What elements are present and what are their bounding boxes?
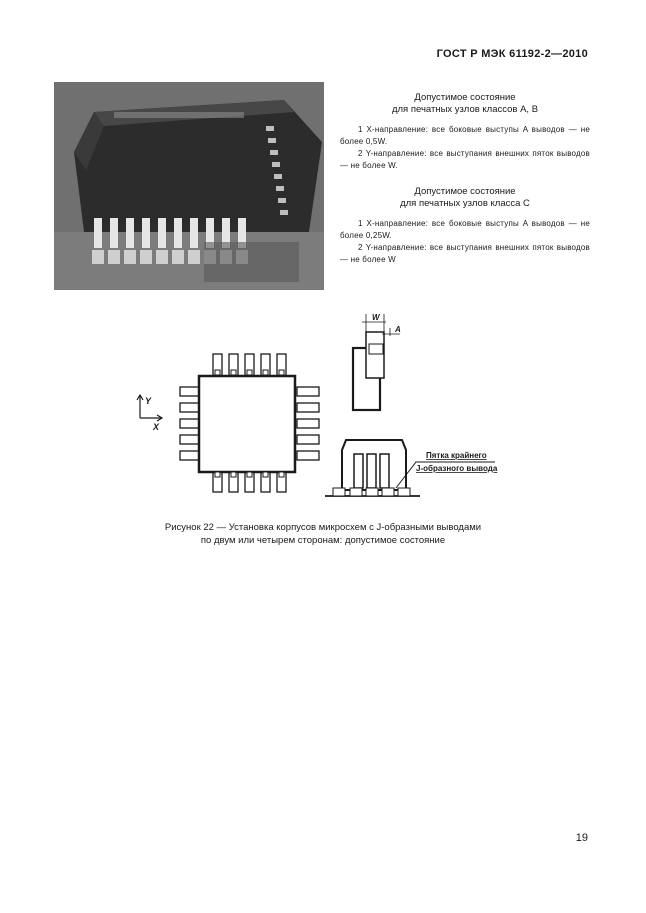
section-c-heading-line1: Допустимое состояние: [414, 186, 516, 197]
section-c-item-1: 1 X-направление: все боковые выступы A выводов — не более 0,25W.: [340, 219, 590, 240]
diagram-graphic: [120, 300, 540, 510]
page-number: 19: [575, 832, 588, 844]
section-ab-heading-line1: Допустимое состояние: [414, 92, 516, 103]
figure-caption-line1: Рисунок 22 — Установка корпусов микросхем с J-образными выводами: [164, 522, 482, 533]
document-header: ГОСТ Р МЭК 61192-2—2010: [436, 48, 588, 60]
figure-caption: [60, 521, 586, 547]
w-dimension-label: W: [372, 313, 380, 322]
component-photo-graphic: [54, 82, 324, 290]
section-c-heading: [340, 186, 590, 210]
section-ab-item-2: 2 Y-направление: все выступания внешних пяток выводов — не более W.: [340, 149, 590, 170]
callout-line1: Пятка крайнего: [426, 451, 487, 460]
section-ab-item-1: 1 X-направление: все боковые выступы A выводов — не более 0,5W.: [340, 125, 590, 146]
axis-y-label: Y: [145, 396, 152, 406]
a-dimension-label: A: [395, 325, 401, 334]
section-ab-heading-line2: для печатных узлов классов А, В: [391, 104, 539, 115]
technical-diagram: [120, 300, 540, 510]
section-ab-heading: [340, 92, 590, 116]
figure-caption-line2: по двум или четырем сторонам: допустимое состояние: [200, 535, 446, 546]
callout-line2: J-образного вывода: [416, 464, 498, 473]
section-c-heading-line2: для печатных узлов класса C: [400, 198, 530, 209]
component-photo: [54, 82, 324, 290]
requirements-text: [340, 92, 590, 266]
axis-x-label: X: [153, 422, 160, 432]
section-c-item-2: 2 Y-направление: все выступания внешних пяток выводов — не более W: [340, 243, 590, 264]
